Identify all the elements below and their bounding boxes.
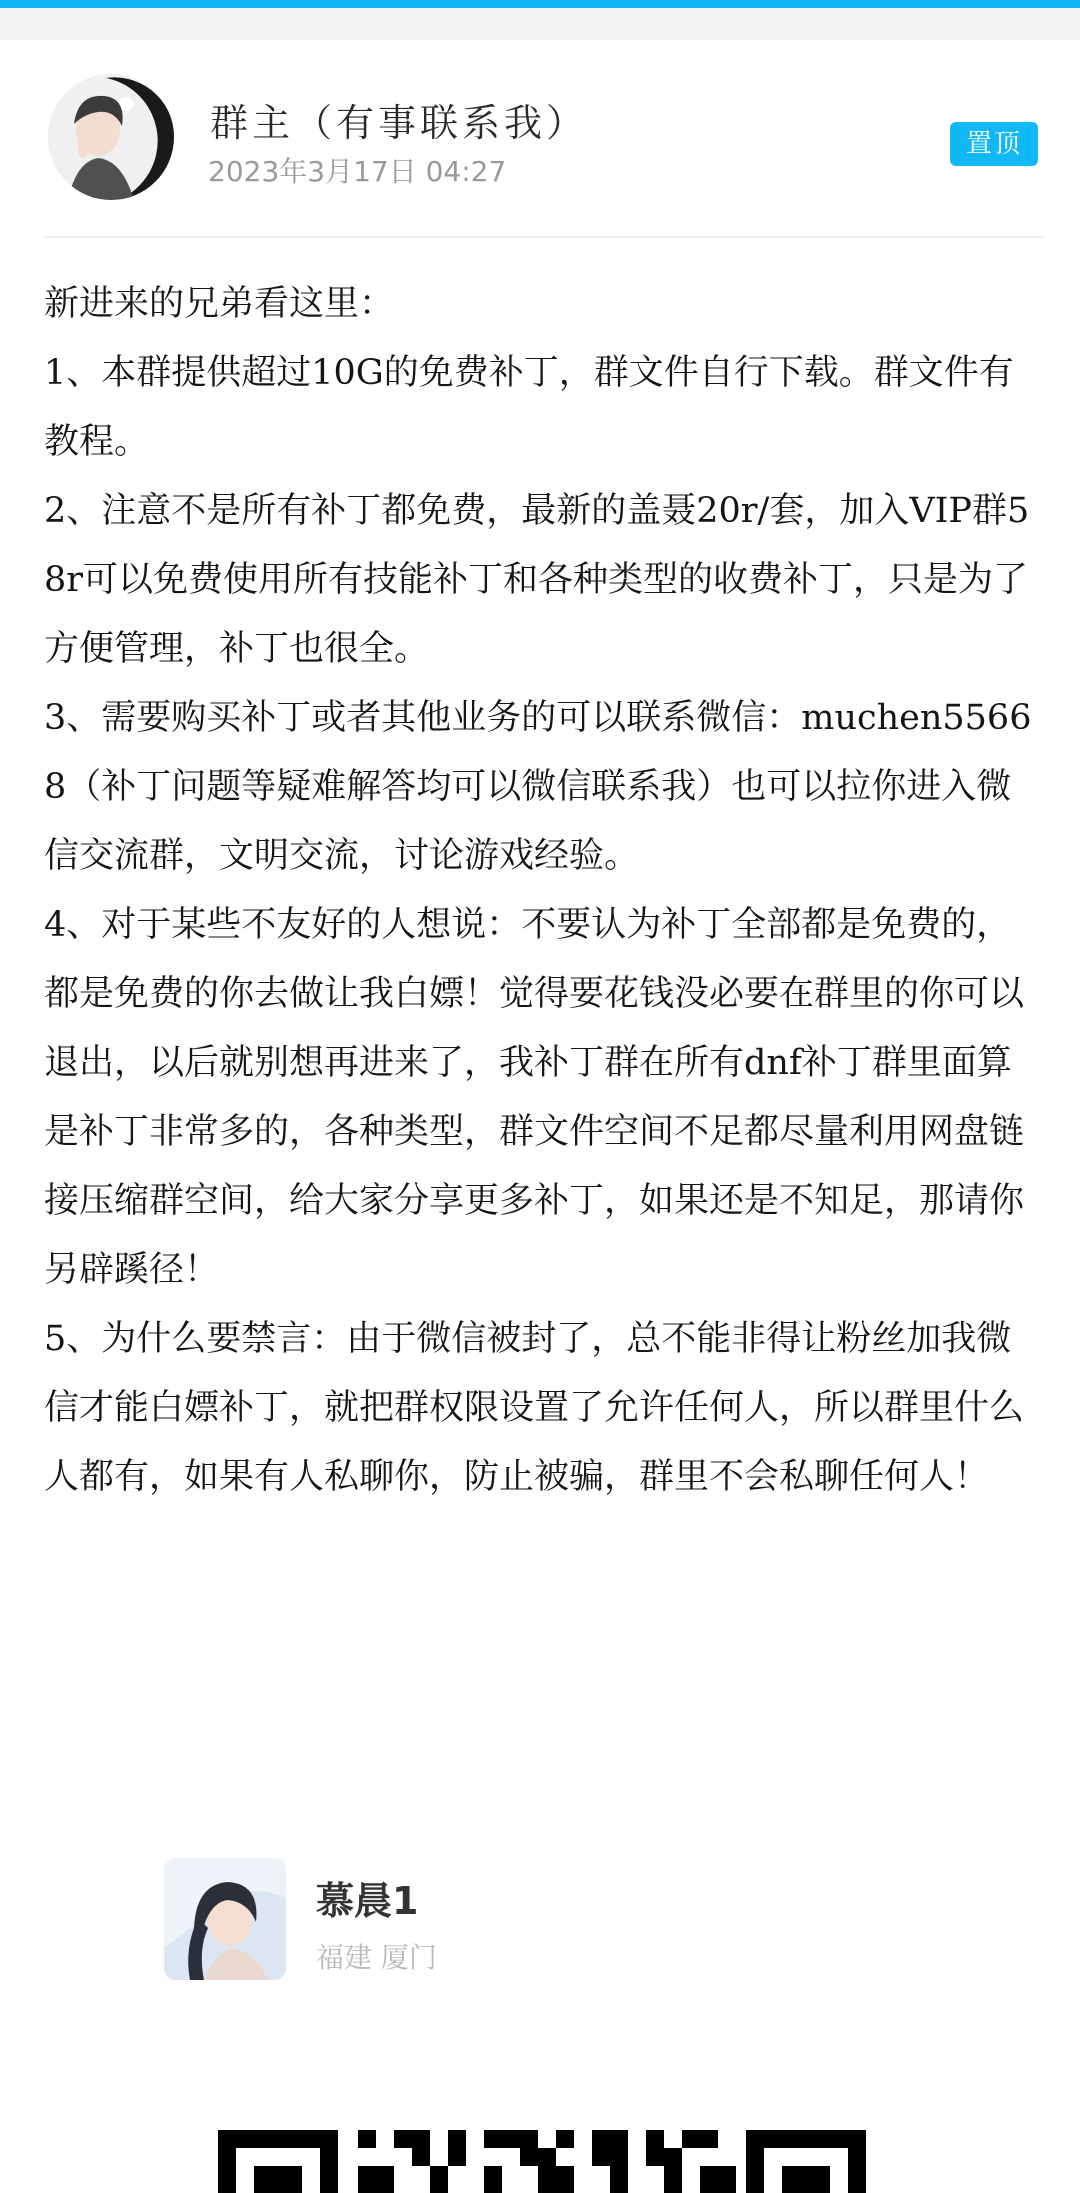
- top-gray-band: [0, 8, 1080, 40]
- post-body: [44, 270, 1044, 1512]
- header-divider: [44, 236, 1044, 238]
- post-header: [0, 40, 1080, 238]
- top-accent-bar: [0, 0, 1080, 8]
- contact-card-avatar[interactable]: [164, 1858, 286, 1980]
- post-timestamp: 2023年3月17日 04:27: [208, 155, 507, 188]
- contact-card-name[interactable]: 慕晨1: [316, 1879, 419, 1923]
- author-avatar[interactable]: [48, 74, 174, 200]
- post-paragraph: 4、对于某些不友好的人想说：不要认为补丁全部都是免费的，都是免费的你去做让我白嫖！觉得要花钱没必要在群里的你可以退出，以后就别想再进来了，我补丁群在所有dnf补丁群里面算是补丁非常多的，各种类型，群文件空间不足都尽量利用网盘链接压缩群空间，给大家分享更多补丁，如果还是不知足，那请你另辟蹊径！: [44, 905, 1025, 1290]
- post-paragraph: 新进来的兄弟看这里：: [44, 284, 395, 324]
- post-paragraph: 5、为什么要禁言：由于微信被封了，总不能非得让粉丝加我微信才能白嫖补丁，就把群权限设置了允许任何人，所以群里什么人都有，如果有人私聊你，防止被骗，群里不会私聊任何人！: [44, 1319, 1025, 1497]
- author-name[interactable]: 群主（有事联系我）: [210, 101, 589, 145]
- qr-code-image: [212, 2108, 872, 2193]
- post-paragraph: 2、注意不是所有补丁都免费，最新的盖聂20r/套，加入VIP群58r可以免费使用所有技能补丁和各种类型的收费补丁，只是为了方便管理，补丁也很全。: [44, 491, 1030, 669]
- post-paragraph: 3、需要购买补丁或者其他业务的可以联系微信：muchen55668（补丁问题等疑难解答均可以微信联系我）也可以拉你进入微信交流群，文明交流，讨论游戏经验。: [44, 698, 1032, 876]
- post-paragraph: 1、本群提供超过10G的免费补丁，群文件自行下载。群文件有教程。: [44, 353, 1014, 462]
- contact-card-location: 福建 厦门: [316, 1941, 437, 1974]
- pinned-badge: 置顶: [950, 122, 1038, 166]
